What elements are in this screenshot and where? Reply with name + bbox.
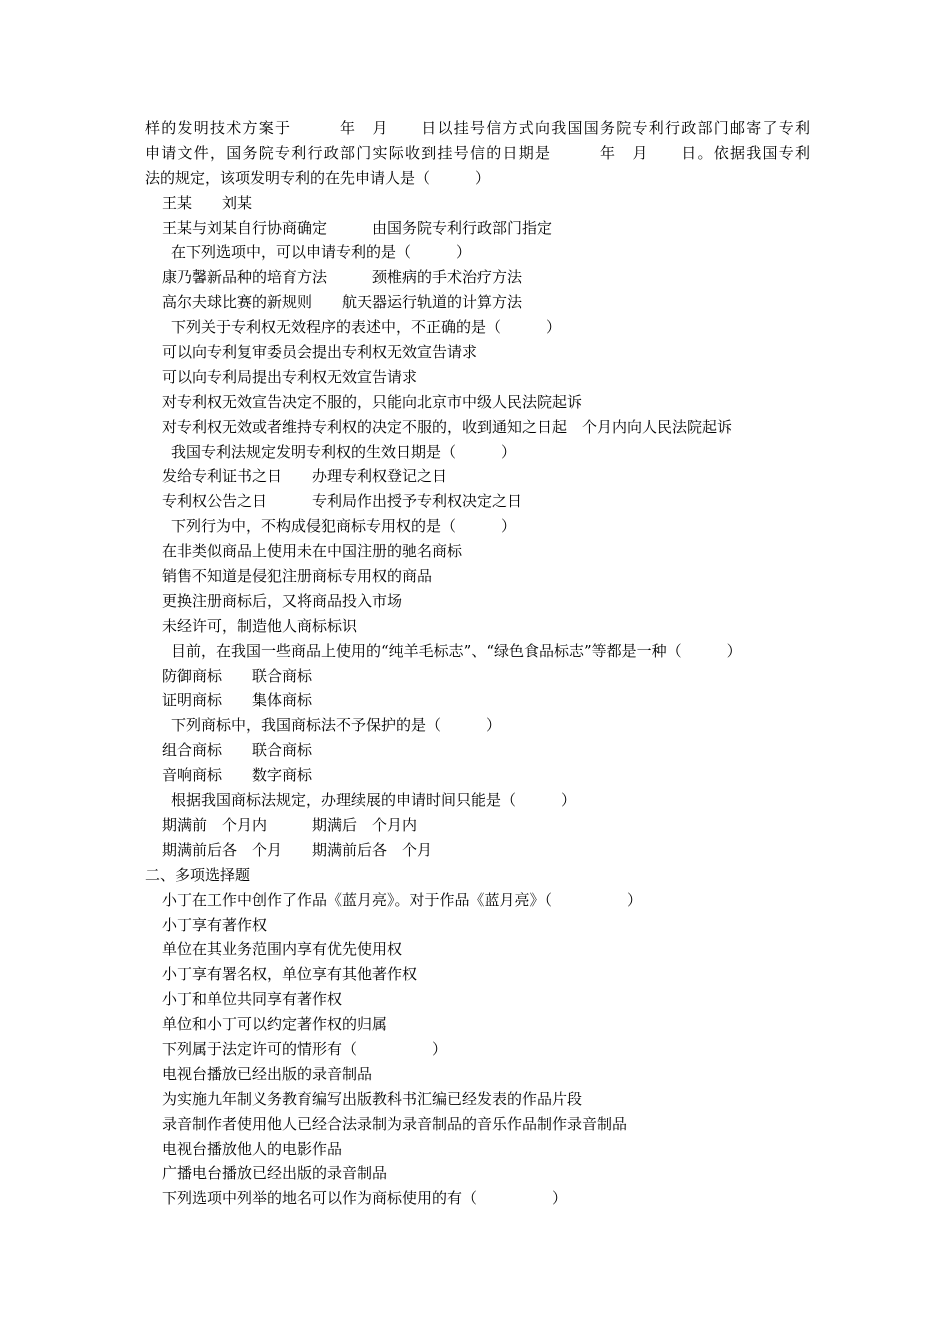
text-line: 在下列选项中，可以申请专利的是（ ） (171, 243, 472, 262)
text-line: 下列关于专利权无效程序的表述中，不正确的是（ ） (171, 318, 562, 337)
text-line: 期满前 个月内 期满后 个月内 (162, 815, 418, 834)
text-line: 广播电台播放已经出版的录音制品 (162, 1164, 388, 1183)
text-line: 申请文件，国务院专利行政部门实际收到挂号信的日期是 年 月 日。依据我国专利 (145, 143, 810, 162)
text-line: 单位和小丁可以约定著作权的归属 (162, 1015, 388, 1034)
text-line: 期满前后各 个月 期满前后各 个月 (162, 840, 433, 859)
text-line: 证明商标 集体商标 (162, 691, 313, 710)
text-line: 可以向专利局提出专利权无效宣告请求 (162, 367, 418, 386)
text-line: 电视台播放他人的电影作品 (162, 1139, 343, 1158)
text-line: 可以向专利复审委员会提出专利权无效宣告请求 (162, 343, 478, 362)
text-line: 下列商标中，我国商标法不予保护的是（ ） (171, 716, 502, 735)
text-line: 我国专利法规定发明专利权的生效日期是（ ） (171, 442, 517, 461)
text-line: 对专利权无效或者维持专利权的决定不服的，收到通知之日起 个月内向人民法院起诉 (162, 417, 733, 436)
text-line: 二、多项选择题 (145, 865, 251, 884)
text-line: 发给专利证书之日 办理专利权登记之日 (162, 467, 448, 486)
document-body (145, 116, 810, 1211)
text-line: 在非类似商品上使用未在中国注册的驰名商标 (162, 542, 463, 561)
text-line: 王某与刘某自行协商确定 由国务院专利行政部门指定 (162, 218, 553, 237)
text-line: 康乃馨新品种的培育方法 颈椎病的手术治疗方法 (162, 268, 523, 287)
text-line: 法的规定，该项发明专利的在先申请人是（ ） (145, 168, 491, 187)
text-line: 样的发明技术方案于 年 月 日以挂号信方式向我国国务院专利行政部门邮寄了专利 (145, 119, 810, 137)
text-line: 销售不知道是侵犯注册商标专用权的商品 (162, 567, 433, 586)
text-line: 对专利权无效宣告决定不服的，只能向北京市中级人民法院起诉 (162, 392, 583, 411)
text-line: 小丁享有著作权 (162, 915, 268, 934)
text-line: 小丁在工作中创作了作品《蓝月亮》。对于作品《蓝月亮》（ ） (162, 890, 643, 909)
text-line: 目前，在我国一些商品上使用的“纯羊毛标志”、“绿色食品标志”等都是一种（ ） (171, 641, 742, 660)
text-line: 防御商标 联合商标 (162, 666, 313, 685)
text-line: 单位在其业务范围内享有优先使用权 (162, 940, 403, 959)
text-line: 录音制作者使用他人已经合法录制为录音制品的音乐作品制作录音制品 (162, 1114, 628, 1133)
text-line: 更换注册商标后，又将商品投入市场 (162, 591, 403, 610)
text-line: 音响商标 数字商标 (162, 766, 313, 785)
text-line: 组合商标 联合商标 (162, 741, 313, 760)
text-line: 小丁享有署名权，单位享有其他著作权 (162, 965, 418, 984)
text-line: 下列行为中，不构成侵犯商标专用权的是（ ） (171, 517, 517, 536)
text-line: 为实施九年制义务教育编写出版教科书汇编已经发表的作品片段 (162, 1089, 583, 1108)
text-line: 电视台播放已经出版的录音制品 (162, 1064, 373, 1083)
text-line: 王某 刘某 (162, 193, 253, 212)
text-line: 下列选项中列举的地名可以作为商标使用的有（ ） (162, 1189, 568, 1208)
text-line: 专利权公告之日 专利局作出授予专利权决定之日 (162, 492, 523, 511)
text-line: 高尔夫球比赛的新规则 航天器运行轨道的计算方法 (162, 293, 523, 312)
text-line: 未经许可，制造他人商标标识 (162, 616, 358, 635)
text-line: 根据我国商标法规定，办理续展的申请时间只能是（ ） (171, 791, 577, 810)
text-line: 小丁和单位共同享有著作权 (162, 990, 343, 1009)
text-line: 下列属于法定许可的情形有（ ） (162, 1039, 448, 1058)
